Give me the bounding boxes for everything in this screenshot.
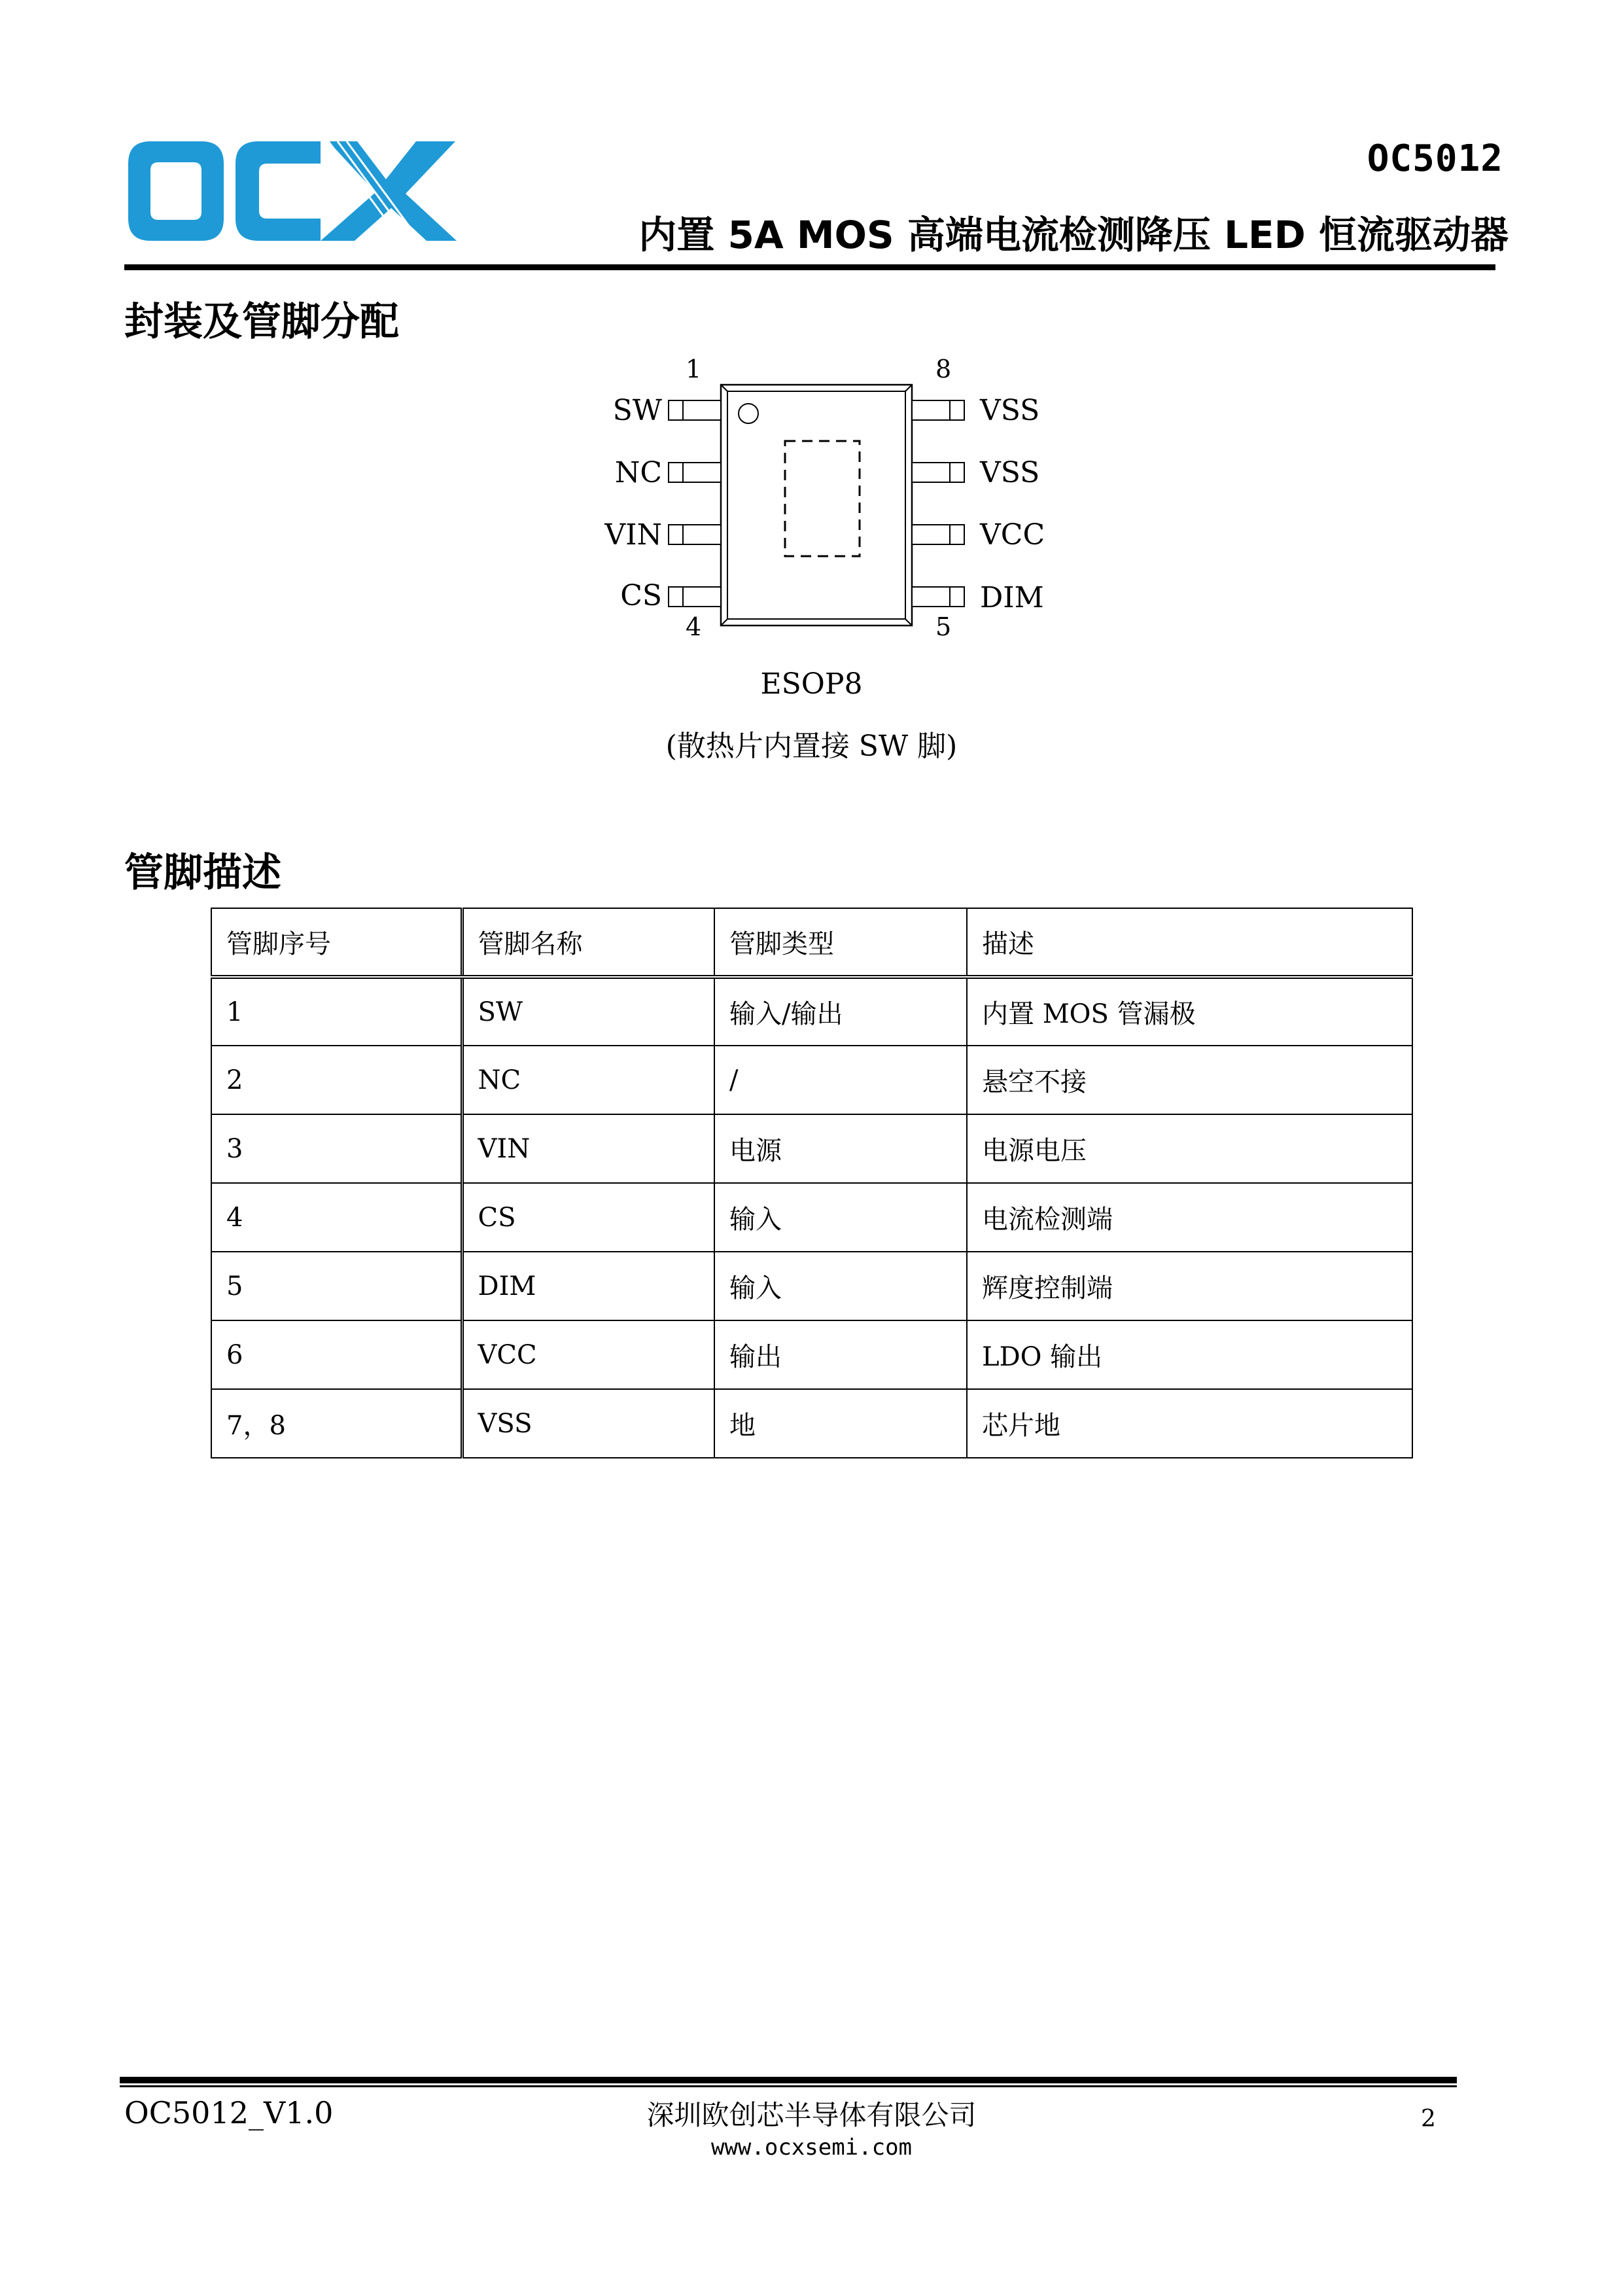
table-cell: 电源 xyxy=(714,1114,967,1183)
pin-label-left-1: SW xyxy=(612,394,662,427)
table-cell: VSS xyxy=(462,1389,714,1458)
table-cell: 输出 xyxy=(714,1320,967,1389)
table-cell: 5 xyxy=(211,1252,462,1320)
table-row xyxy=(211,1183,1412,1252)
page-number: 2 xyxy=(1421,2106,1436,2132)
table-cell: CS xyxy=(462,1183,714,1252)
pin-label-left-3: VIN xyxy=(604,518,662,552)
table-row xyxy=(211,1320,1412,1389)
table-header-row xyxy=(211,908,1412,977)
package-diagram xyxy=(569,353,1079,654)
table-cell: 1 xyxy=(211,977,462,1046)
footer-company: 深圳欧创芯半导体有限公司 xyxy=(646,2099,977,2131)
table-cell: 内置 MOS 管漏极 xyxy=(967,977,1412,1046)
table-cell: 7，8 xyxy=(211,1389,462,1458)
table-cell: VCC xyxy=(462,1320,714,1389)
table-cell: 地 xyxy=(714,1389,967,1458)
footer-rule-thin xyxy=(120,2085,1457,2087)
table-header-cell: 管脚类型 xyxy=(714,908,967,977)
table-row xyxy=(211,1114,1412,1183)
footer-url: www.ocxsemi.com xyxy=(710,2134,913,2161)
table-row xyxy=(211,1046,1412,1114)
logo-text: OCX xyxy=(124,136,126,137)
table-header-cell: 管脚名称 xyxy=(462,908,714,977)
document-id: OC5012 xyxy=(1367,137,1503,180)
table-cell: 输入/输出 xyxy=(714,977,967,1046)
header-rule xyxy=(124,264,1495,270)
pin-number-5: 5 xyxy=(935,612,952,641)
pin-label-right-6: VCC xyxy=(980,518,1045,552)
section-heading-pins: 管脚描述 xyxy=(124,850,281,896)
table-cell: VIN xyxy=(462,1114,714,1183)
package-note: (散热片内置接 SW 脚) xyxy=(665,730,958,763)
pin-label-left-2: NC xyxy=(614,456,662,489)
pin-number-8: 8 xyxy=(935,355,952,383)
company-logo xyxy=(124,136,458,246)
table-row xyxy=(211,977,1412,1046)
footer-rule xyxy=(120,2077,1457,2083)
document-title: 内置 5A MOS 高端电流检测降压 LED 恒流驱动器 xyxy=(638,213,1509,257)
package-name: ESOP8 xyxy=(760,667,863,701)
pin-label-right-8: VSS xyxy=(980,394,1040,427)
pin-label-right-7: VSS xyxy=(980,456,1040,489)
section-heading-package: 封装及管脚分配 xyxy=(124,299,399,345)
pin-description-table xyxy=(211,908,1413,1458)
table-cell: / xyxy=(714,1046,967,1114)
table-cell: 悬空不接 xyxy=(967,1046,1412,1114)
table-cell: LDO 输出 xyxy=(967,1320,1412,1389)
pin-number-1: 1 xyxy=(686,355,702,383)
pin-label-right-5: DIM xyxy=(980,581,1044,614)
table-cell: 3 xyxy=(211,1114,462,1183)
table-header-cell: 管脚序号 xyxy=(211,908,462,977)
table-row xyxy=(211,1252,1412,1320)
table-cell: 4 xyxy=(211,1183,462,1252)
table-cell: 电流检测端 xyxy=(967,1183,1412,1252)
table-cell: 输入 xyxy=(714,1183,967,1252)
footer-version: OC5012_V1.0 xyxy=(124,2095,334,2130)
table-cell: 2 xyxy=(211,1046,462,1114)
pin-number-4: 4 xyxy=(686,612,702,641)
table-cell: SW xyxy=(462,977,714,1046)
table-cell: 输入 xyxy=(714,1252,967,1320)
table-row xyxy=(211,1389,1412,1458)
table-header-cell: 描述 xyxy=(967,908,1412,977)
table-cell: NC xyxy=(462,1046,714,1114)
pin-label-left-4: CS xyxy=(620,579,662,612)
table-cell: 辉度控制端 xyxy=(967,1252,1412,1320)
table-cell: 6 xyxy=(211,1320,462,1389)
table-cell: 电源电压 xyxy=(967,1114,1412,1183)
table-cell: DIM xyxy=(462,1252,714,1320)
table-cell: 芯片地 xyxy=(967,1389,1412,1458)
